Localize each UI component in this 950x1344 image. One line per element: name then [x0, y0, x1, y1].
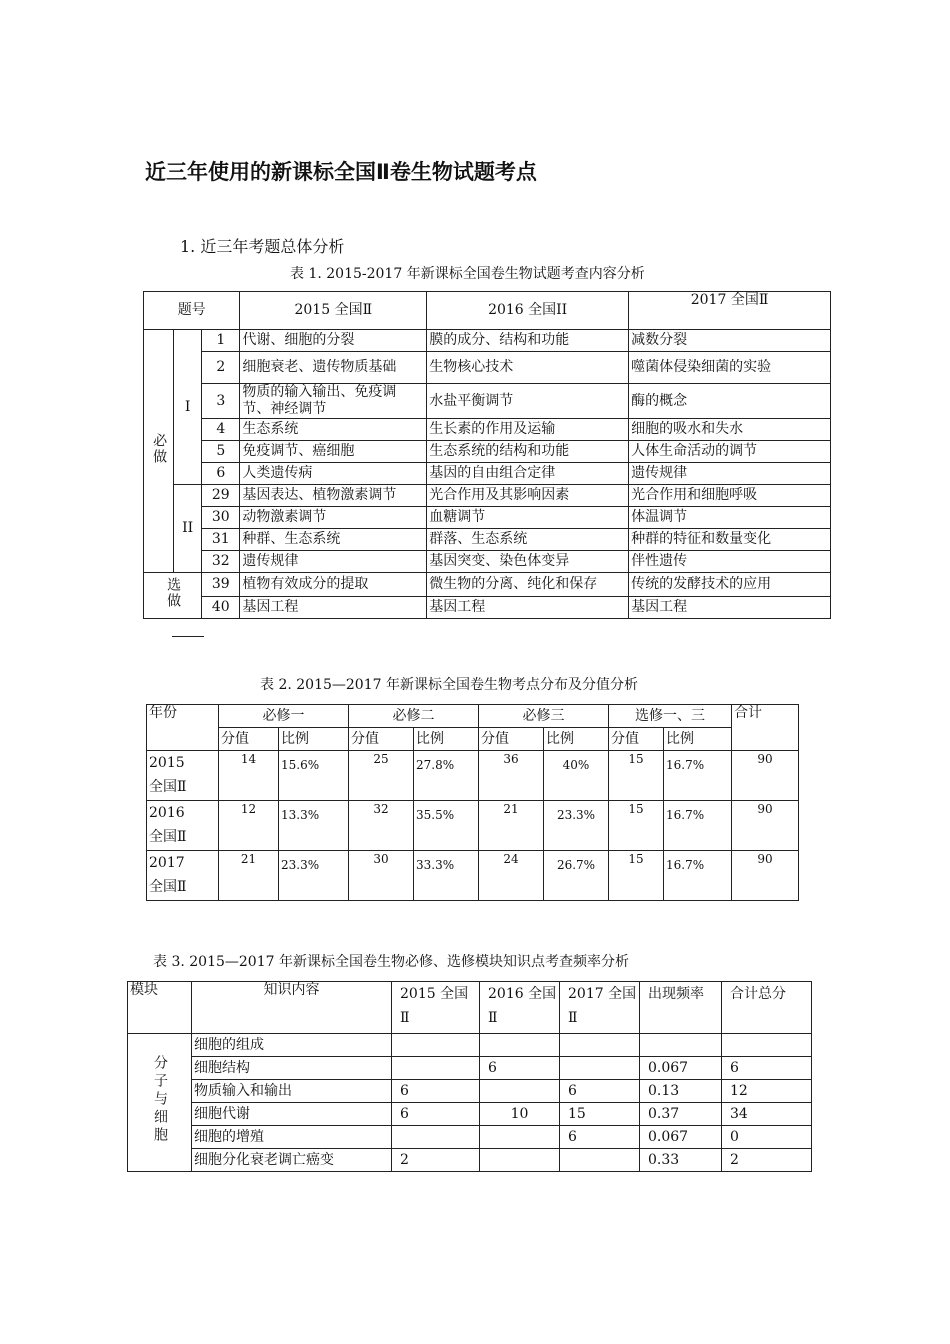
row-number: 6 [202, 463, 240, 485]
score-cell: 32 [349, 801, 414, 851]
header-score: 分值 [609, 728, 664, 751]
row-number: 39 [202, 573, 240, 597]
year-cell: 2016 全国Ⅱ [147, 801, 219, 851]
total-cell: 34 [722, 1103, 812, 1126]
header-2015: 2015 全国Ⅱ [392, 982, 480, 1034]
subgroup-I: I [174, 330, 202, 485]
cell-2015: 植物有效成分的提取 [240, 573, 427, 597]
cell-2017: 人体生命活动的调节 [629, 441, 831, 463]
table-row [128, 1149, 812, 1172]
row-number: 2 [202, 352, 240, 384]
header-ratio: 比例 [664, 728, 732, 751]
cell-2016: 生长素的作用及运输 [427, 419, 629, 441]
value-cell: 10 [480, 1103, 560, 1126]
score-cell: 36 [479, 751, 544, 801]
ratio-cell: 27.8% [414, 751, 479, 801]
header-2017: 2017 全国Ⅱ [560, 982, 640, 1034]
ratio-cell: 16.7% [664, 801, 732, 851]
score-cell: 21 [219, 851, 279, 901]
module-cell: 分子与细胞 [128, 1034, 192, 1172]
frequency-cell: 0.33 [640, 1149, 722, 1172]
ratio-cell: 13.3% [279, 801, 349, 851]
cell-2017: 遗传规律 [629, 463, 831, 485]
row-number: 1 [202, 330, 240, 352]
ratio-cell: 16.7% [664, 751, 732, 801]
value-cell [392, 1126, 480, 1149]
cell-2016: 群落、生态系统 [427, 529, 629, 551]
table-row [147, 801, 799, 851]
ratio-cell: 15.6% [279, 751, 349, 801]
header-required-3: 必修三 [479, 705, 609, 728]
value-cell [392, 1034, 480, 1057]
header-ratio: 比例 [544, 728, 609, 751]
cell-2016: 光合作用及其影响因素 [427, 485, 629, 507]
cell-2017: 传统的发酵技术的应用 [629, 573, 831, 597]
value-cell: 6 [392, 1103, 480, 1126]
header-frequency: 出现频率 [640, 982, 722, 1034]
ratio-cell: 35.5% [414, 801, 479, 851]
score-cell: 21 [479, 801, 544, 851]
cell-2016: 血糖调节 [427, 507, 629, 529]
cell-2016: 基因突变、染色体变异 [427, 551, 629, 573]
value-cell: 15 [560, 1103, 640, 1126]
header-score: 分值 [349, 728, 414, 751]
table-row [128, 1080, 812, 1103]
cell-2016: 基因的自由组合定律 [427, 463, 629, 485]
cell-2016: 膜的成分、结构和功能 [427, 330, 629, 352]
year-cell: 2015 全国Ⅱ [147, 751, 219, 801]
header-ratio: 比例 [414, 728, 479, 751]
header-score: 分值 [479, 728, 544, 751]
table1-caption: 表 1. 2015-2017 年新课标全国卷生物试题考查内容分析 [290, 266, 645, 282]
cell-2016: 水盐平衡调节 [427, 384, 629, 419]
total-cell: 90 [732, 851, 799, 901]
knowledge-cell: 物质输入和输出 [192, 1080, 392, 1103]
frequency-cell [640, 1034, 722, 1057]
subgroup-II: II [174, 485, 202, 573]
section-heading: 1. 近三年考题总体分析 [180, 237, 345, 256]
header-elective: 选修一、三 [609, 705, 732, 728]
cell-2015: 人类遗传病 [240, 463, 427, 485]
value-cell: 6 [392, 1080, 480, 1103]
cell-2017: 种群的特征和数量变化 [629, 529, 831, 551]
value-cell [480, 1034, 560, 1057]
cell-2015: 动物激素调节 [240, 507, 427, 529]
cell-2015: 种群、生态系统 [240, 529, 427, 551]
total-cell: 90 [732, 751, 799, 801]
ratio-cell: 26.7% [544, 851, 609, 901]
score-cell: 14 [219, 751, 279, 801]
total-cell: 6 [722, 1057, 812, 1080]
frequency-cell: 0.37 [640, 1103, 722, 1126]
header-knowledge: 知识内容 [192, 982, 392, 1034]
row-number: 40 [202, 597, 240, 619]
cell-2015: 免疫调节、癌细胞 [240, 441, 427, 463]
row-number: 31 [202, 529, 240, 551]
table-row [128, 1057, 812, 1080]
row-number: 30 [202, 507, 240, 529]
table-row [128, 1126, 812, 1149]
value-cell [480, 1149, 560, 1172]
ratio-cell: 40% [544, 751, 609, 801]
total-cell: 0 [722, 1126, 812, 1149]
total-cell: 12 [722, 1080, 812, 1103]
value-cell [480, 1080, 560, 1103]
group-must-do: 必做 [144, 330, 174, 573]
header-number: 题号 [144, 292, 240, 330]
frequency-cell: 0.067 [640, 1126, 722, 1149]
score-cell: 12 [219, 801, 279, 851]
cell-2017: 细胞的吸水和失水 [629, 419, 831, 441]
divider-line [172, 636, 204, 637]
value-cell [560, 1057, 640, 1080]
header-ratio: 比例 [279, 728, 349, 751]
cell-2017: 噬菌体侵染细菌的实验 [629, 352, 831, 384]
value-cell [560, 1034, 640, 1057]
cell-2015: 代谢、细胞的分裂 [240, 330, 427, 352]
row-number: 3 [202, 384, 240, 419]
frequency-cell: 0.067 [640, 1057, 722, 1080]
total-cell: 2 [722, 1149, 812, 1172]
knowledge-cell: 细胞结构 [192, 1057, 392, 1080]
knowledge-cell: 细胞的组成 [192, 1034, 392, 1057]
score-cell: 15 [609, 751, 664, 801]
header-score: 分值 [219, 728, 279, 751]
ratio-cell: 16.7% [664, 851, 732, 901]
header-2015: 2015 全国Ⅱ [240, 292, 427, 330]
cell-2015: 生态系统 [240, 419, 427, 441]
table-row [147, 851, 799, 901]
cell-2016: 基因工程 [427, 597, 629, 619]
table-row [147, 751, 799, 801]
cell-2017: 体温调节 [629, 507, 831, 529]
table2 [146, 704, 799, 901]
value-cell [480, 1126, 560, 1149]
header-total-score: 合计总分 [722, 982, 812, 1034]
page-title: 近三年使用的新课标全国Ⅱ卷生物试题考点 [145, 160, 537, 184]
row-number: 32 [202, 551, 240, 573]
cell-2017: 酶的概念 [629, 384, 831, 419]
value-cell [560, 1149, 640, 1172]
header-2016: 2016 全国Ⅱ [480, 982, 560, 1034]
knowledge-cell: 细胞代谢 [192, 1103, 392, 1126]
score-cell: 25 [349, 751, 414, 801]
value-cell: 6 [560, 1126, 640, 1149]
row-number: 5 [202, 441, 240, 463]
table-row [128, 1103, 812, 1126]
header-required-2: 必修二 [349, 705, 479, 728]
cell-2017: 光合作用和细胞呼吸 [629, 485, 831, 507]
header-total: 合计 [732, 705, 799, 751]
year-cell: 2017 全国Ⅱ [147, 851, 219, 901]
cell-2015: 基因工程 [240, 597, 427, 619]
table3 [127, 981, 812, 1172]
table1 [143, 291, 831, 619]
score-cell: 15 [609, 801, 664, 851]
cell-2016: 生物核心技术 [427, 352, 629, 384]
value-cell: 6 [480, 1057, 560, 1080]
header-module: 模块 [128, 982, 192, 1034]
header-year: 年份 [147, 705, 219, 751]
total-cell: 90 [732, 801, 799, 851]
value-cell: 2 [392, 1149, 480, 1172]
cell-2017: 减数分裂 [629, 330, 831, 352]
table3-caption: 表 3. 2015—2017 年新课标全国卷生物必修、选修模块知识点考查频率分析 [153, 954, 629, 970]
value-cell: 6 [560, 1080, 640, 1103]
table2-caption: 表 2. 2015—2017 年新课标全国卷生物考点分布及分值分析 [260, 677, 638, 693]
total-cell [722, 1034, 812, 1057]
cell-2017: 基因工程 [629, 597, 831, 619]
score-cell: 30 [349, 851, 414, 901]
ratio-cell: 23.3% [279, 851, 349, 901]
knowledge-cell: 细胞分化衰老调亡癌变 [192, 1149, 392, 1172]
cell-2016: 生态系统的结构和功能 [427, 441, 629, 463]
cell-2015: 物质的输入输出、免疫调节、神经调节 [240, 384, 427, 419]
ratio-cell: 23.3% [544, 801, 609, 851]
header-required-1: 必修一 [219, 705, 349, 728]
table-row [128, 1034, 812, 1057]
row-number: 4 [202, 419, 240, 441]
knowledge-cell: 细胞的增殖 [192, 1126, 392, 1149]
cell-2015: 基因表达、植物激素调节 [240, 485, 427, 507]
cell-2015: 细胞衰老、遗传物质基础 [240, 352, 427, 384]
frequency-cell: 0.13 [640, 1080, 722, 1103]
group-optional: 选做 [144, 573, 202, 619]
cell-2015: 遗传规律 [240, 551, 427, 573]
value-cell [392, 1057, 480, 1080]
cell-2017: 伴性遗传 [629, 551, 831, 573]
cell-2016: 微生物的分离、纯化和保存 [427, 573, 629, 597]
ratio-cell: 33.3% [414, 851, 479, 901]
header-2016: 2016 全国II [427, 292, 629, 330]
score-cell: 15 [609, 851, 664, 901]
score-cell: 24 [479, 851, 544, 901]
row-number: 29 [202, 485, 240, 507]
header-2017: 2017 全国Ⅱ [629, 292, 831, 330]
